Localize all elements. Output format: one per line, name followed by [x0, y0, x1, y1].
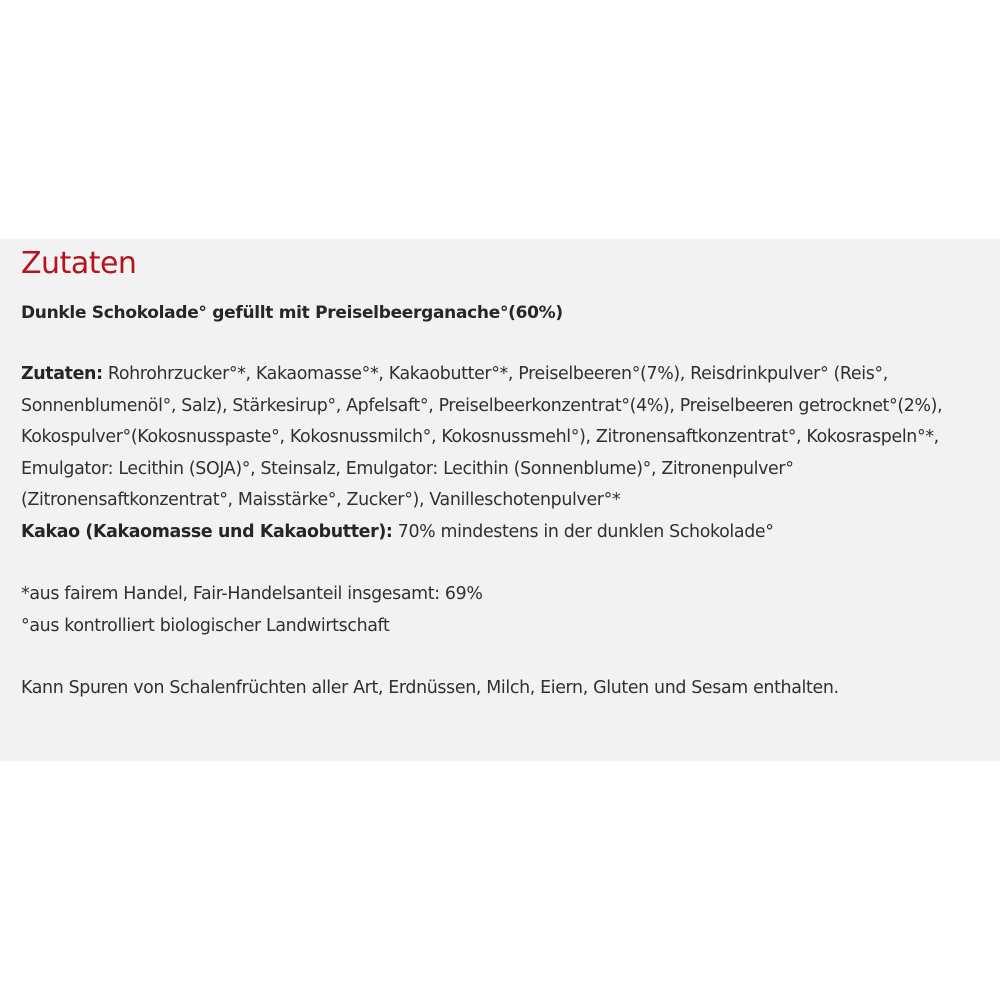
allergy-notice: Kann Spuren von Schalenfrüchten aller Art, Erdnüssen, Milch, Eiern, Gluten und Sesam enthalten. [21, 678, 839, 698]
footnotes [21, 579, 980, 642]
cocoa-label: Kakao (Kakaomasse und Kakaobutter): [21, 521, 393, 542]
organic-note: °aus kontrolliert biologischer Landwirtschaft [21, 615, 390, 636]
fair-trade-note: *aus fairem Handel, Fair-Handelsanteil insgesamt: 69% [21, 584, 483, 604]
cocoa-content [21, 517, 980, 549]
ingredients-panel [0, 239, 1000, 761]
product-subtitle: Dunkle Schokolade° gefüllt mit Preiselbeerganache°(60%) [21, 303, 563, 323]
ingredients-list [21, 359, 980, 517]
section-heading: Zutaten [21, 246, 137, 281]
ingredients-text: Rohrohrzucker°*, Kakaomasse°*, Kakaobutter°*, Preiselbeeren°(7%), Reisdrinkpulver° (Reis°, Sonnenblumenöl°, Salz), Stärkesirup°, Apfelsaft°, Preiselbeerkonzentrat°(4%), Preiselbeeren getrocknet°(2%), Kokospulver°(Kokosnusspaste°, Kokosnussmilch°, Kokosnussmehl°), Zitronensaftkonzentrat°, Kokosraspeln°*, Emulgator: Lecithin (SOJA)°, Steinsalz, Emulgator: Lecithin (Sonnenblume)°, Zitronenpulver°(Zitronensaftkonzentrat°, Maisstärke°, Zucker°), Vanilleschotenpulver°* [21, 364, 943, 510]
ingredients-label: Zutaten: [21, 364, 103, 384]
cocoa-text: 70% mindestens in der dunklen Schokolade° [392, 521, 774, 542]
